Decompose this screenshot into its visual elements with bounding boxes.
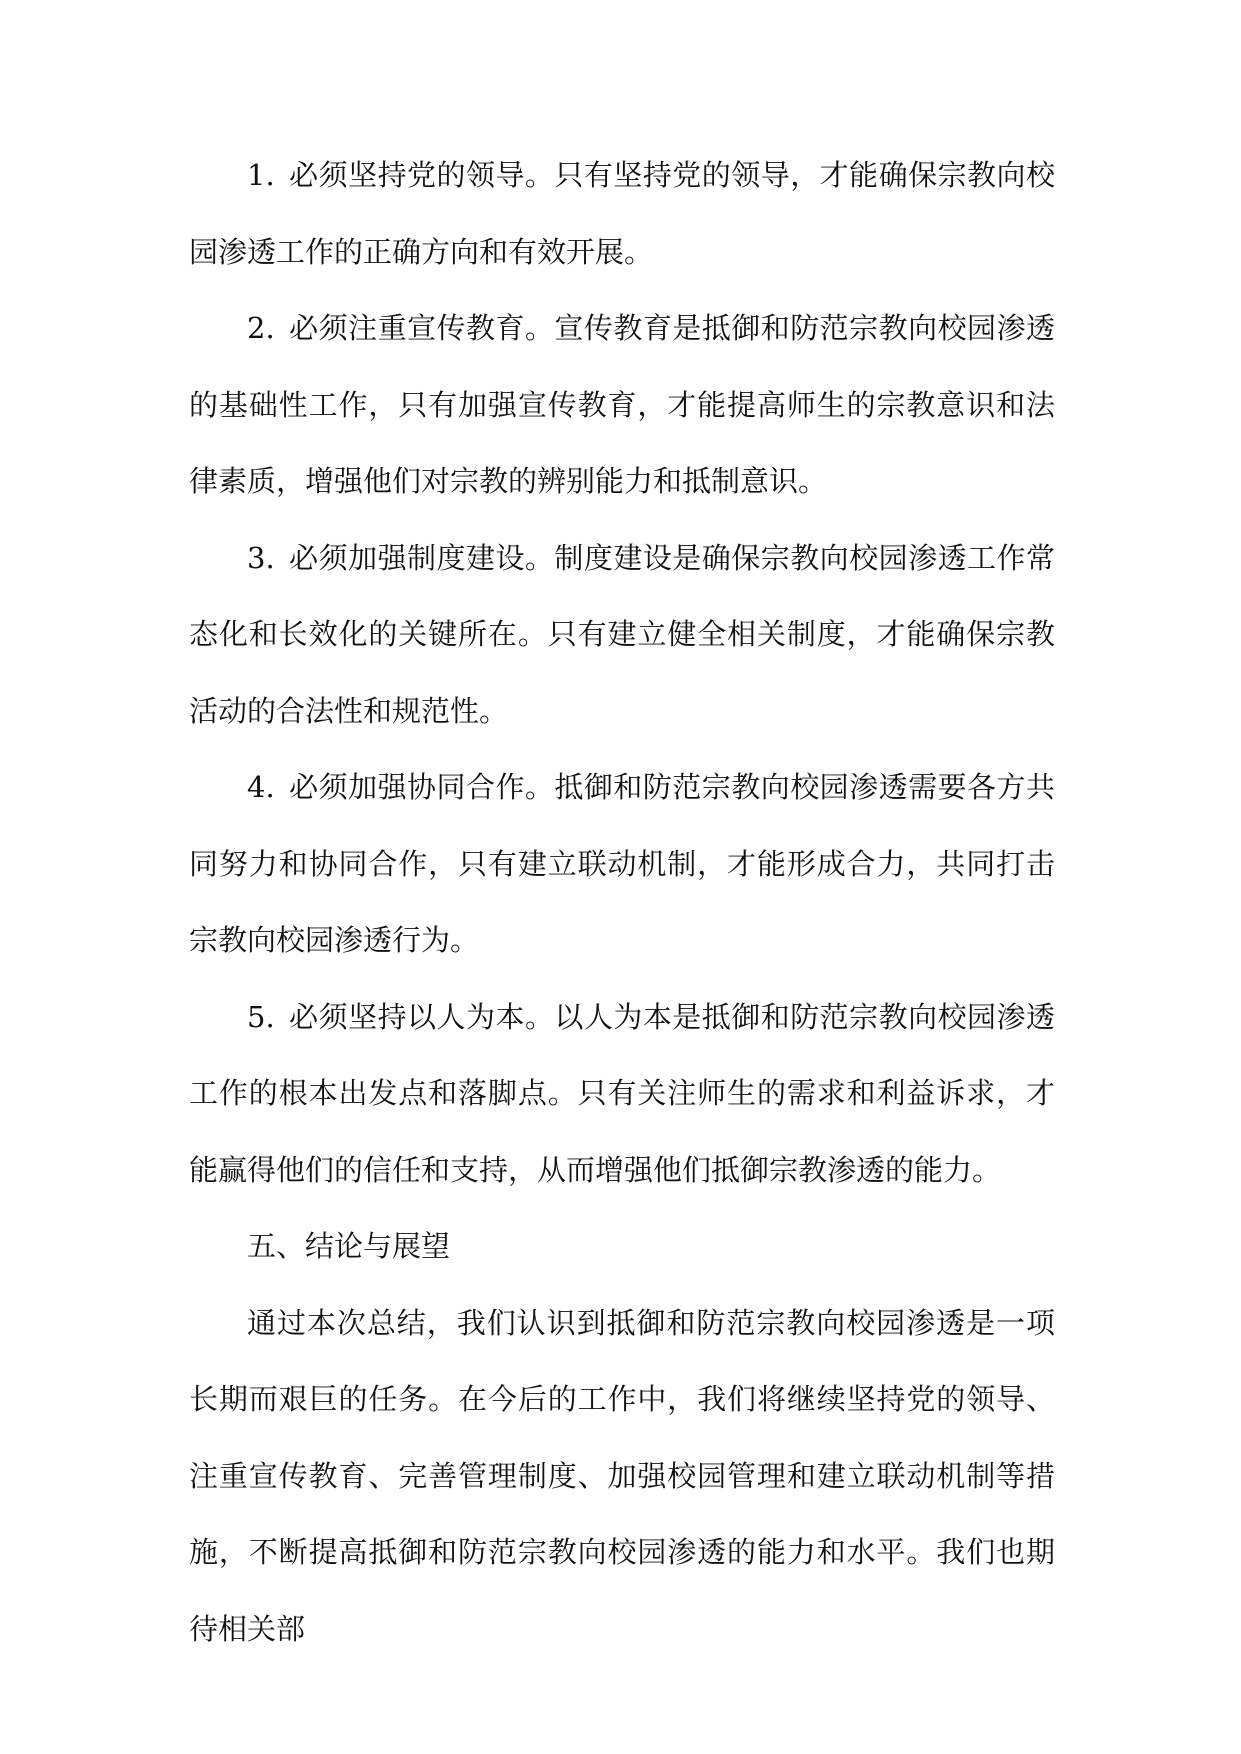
paragraph-number: 3. <box>247 540 275 575</box>
paragraph-number: 2. <box>247 311 275 345</box>
list-paragraph-4 <box>189 749 1055 979</box>
paragraph-text: 必须坚持以人为本。以人为本是抵御和防范宗教向校园渗透工作的根本出发点和落脚点。只有关注师生的需求和利益诉求，才能赢得他们的信任和支持，从而增强他们抵御宗教渗透的能力。 <box>189 999 1055 1187</box>
paragraph-number: 5. <box>247 999 275 1034</box>
list-paragraph-2 <box>189 290 1055 520</box>
paragraph-text: 必须注重宣传教育。宣传教育是抵御和防范宗教向校园渗透的基础性工作，只有加强宣传教育，才能提高师生的宗教意识和法律素质，增强他们对宗教的辨别能力和抵制意识。 <box>189 311 1055 498</box>
conclusion-paragraph: 通过本次总结，我们认识到抵御和防范宗教向校园渗透是一项长期而艰巨的任务。在今后的工作中，我们将继续坚持党的领导、注重宣传教育、完善管理制度、加强校园管理和建立联动机制等措施，不断提高抵御和防范宗教向校园渗透的能力和水平。我们也期待相关部 <box>189 1305 1055 1646</box>
paragraph-number: 1. <box>247 158 275 192</box>
list-paragraph-5 <box>189 979 1055 1209</box>
paragraph-number: 4. <box>247 770 275 804</box>
list-paragraph-1 <box>189 137 1055 290</box>
list-paragraph-3 <box>189 520 1055 750</box>
section-heading: 五、结论与展望 <box>247 1229 451 1263</box>
paragraph-text: 必须坚持党的领导。只有坚持党的领导，才能确保宗教向校园渗透工作的正确方向和有效开展。 <box>189 158 1055 269</box>
document-body <box>189 137 1055 1667</box>
paragraph-text: 必须加强制度建设。制度建设是确保宗教向校园渗透工作常态化和长效化的关键所在。只有建立健全相关制度，才能确保宗教活动的合法性和规范性。 <box>189 540 1055 728</box>
paragraph-text: 必须加强协同合作。抵御和防范宗教向校园渗透需要各方共同努力和协同合作，只有建立联动机制，才能形成合力，共同打击宗教向校园渗透行为。 <box>189 770 1055 957</box>
